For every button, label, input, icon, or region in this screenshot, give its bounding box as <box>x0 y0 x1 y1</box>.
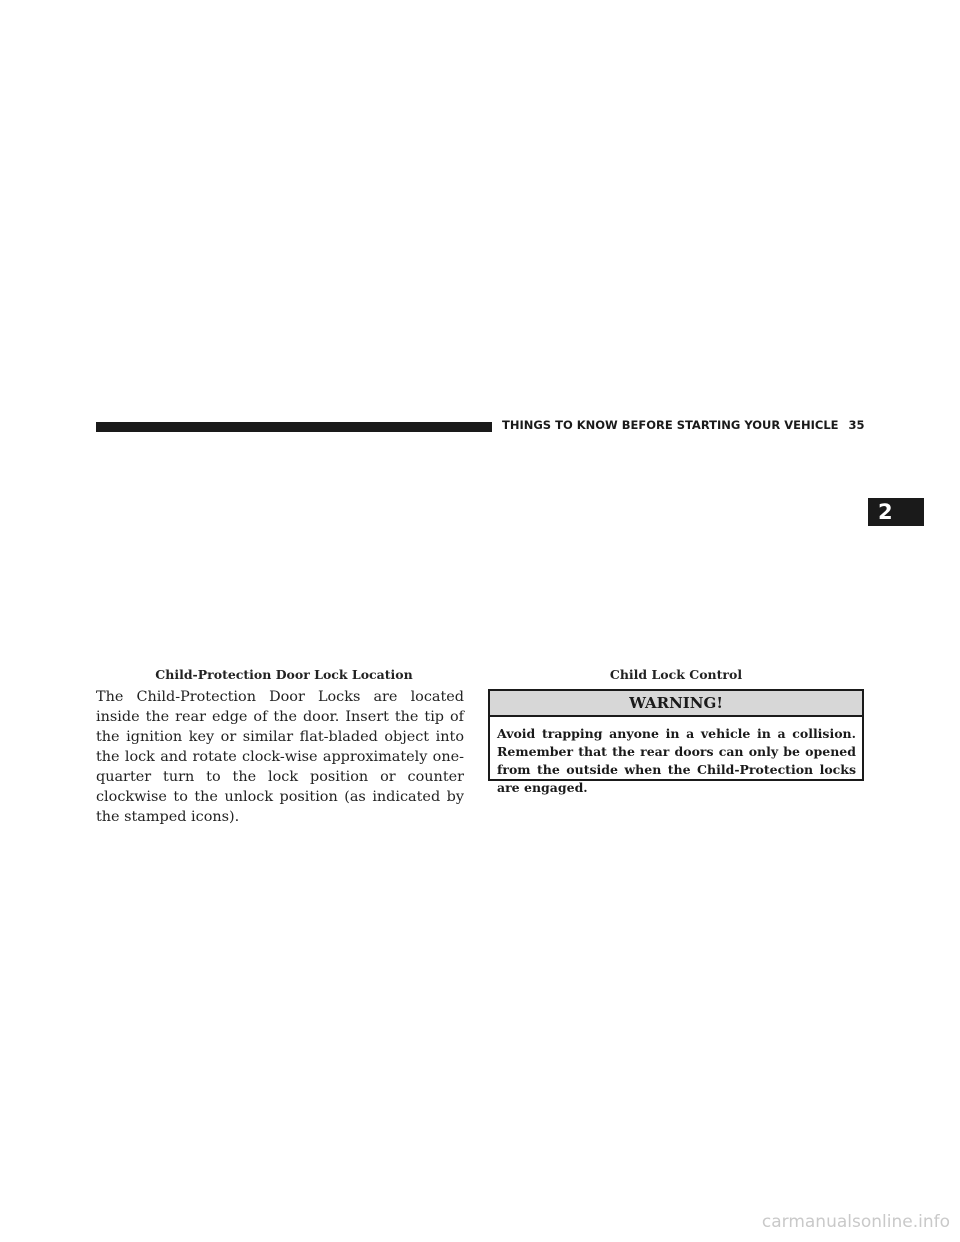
figure-caption-child-lock-control: Child Lock Control <box>609 667 743 682</box>
warning-box <box>488 689 864 795</box>
running-header <box>502 418 865 432</box>
warning-text: Avoid trapping anyone in a vehicle in a collision. Remember that the rear doors can only be opened from the outside when the Child-Protection locks are engaged. <box>497 726 856 795</box>
body-paragraph: The Child-Protection Door Locks are located inside the rear edge of the door. Insert the tip of the ignition key or similar flat-bladed object into the lock and rotate clock-wise approximately one-quarter turn to the lock position or counter clockwise to the unlock position (as indicated by the stamped icons). <box>96 689 464 825</box>
figure-caption-door-lock-location: Child-Protection Door Lock Location <box>155 667 413 682</box>
section-title: THINGS TO KNOW BEFORE STARTING YOUR VEHICLE <box>502 418 839 432</box>
page-number: 35 <box>848 418 865 432</box>
header-rule <box>96 422 492 432</box>
warning-title: WARNING! <box>490 691 862 717</box>
chapter-tab: 2 <box>868 498 924 526</box>
watermark: carmanualsonline.info <box>761 1212 950 1232</box>
